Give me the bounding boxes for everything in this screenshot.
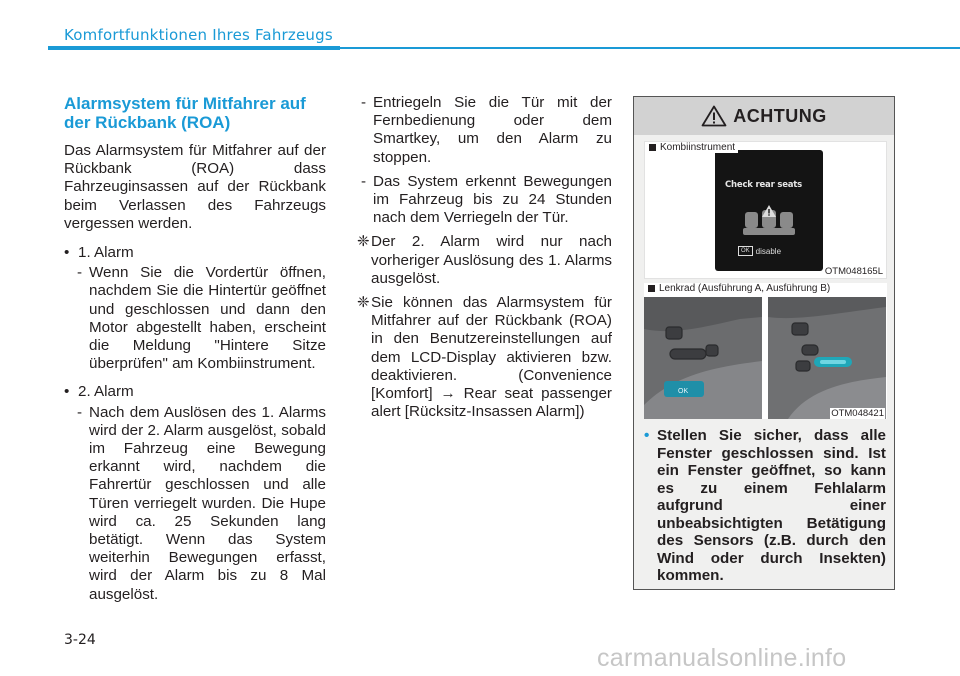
ok-disable-hint bbox=[738, 246, 781, 256]
ok-key: OK bbox=[738, 246, 753, 256]
steering-wheel-b-icon bbox=[768, 297, 886, 419]
dash-mark: - bbox=[77, 403, 83, 421]
dash-item bbox=[64, 264, 326, 373]
dash-item bbox=[357, 94, 612, 167]
note-text: Sie können das Alarmsystem für Mitfahrer auf der Rückbank (ROA) in den Benutzereinstellungen auf dem LCD-Display aktivieren bzw. deaktivieren. (Convenience [Komfort] → Rear seat passenger alert [Rücksitz-Insassen Alarm]) bbox=[371, 294, 612, 421]
caution-title: ACHTUNG bbox=[733, 105, 827, 126]
page-number: 3-24 bbox=[64, 632, 96, 648]
note-text: Der 2. Alarm wird nur nach vorheriger Auslösung des 1. Alarms ausgelöst. bbox=[371, 233, 612, 287]
caution-bullet bbox=[644, 427, 886, 585]
figure-code: OTM048421 bbox=[831, 408, 884, 419]
dash-text: Nach dem Auslösen des 1. Alarms wird der 2. Alarm ausgelöst, sobald im Fahrzeug eine Bewegung erkannt wird, nachdem die Fahrertür geschlossen und alle Türen verriegelt wurden. Die Hupe wird ca. 25 Sekunden lang betätigt. Wenn das System weiterhin Bewegungen erfasst, wird der Alarm bis zu 8 Mal ausgelöst. bbox=[89, 403, 326, 603]
chapter-title: Komfortfunktionen Ihres Fahrzeugs bbox=[64, 26, 333, 44]
bullet-item bbox=[64, 383, 326, 401]
rear-seats-icon bbox=[743, 204, 795, 238]
header-rule bbox=[48, 46, 340, 50]
steering-wheel-photo-a bbox=[644, 297, 762, 419]
cluster-message: Check rear seats bbox=[725, 180, 803, 190]
steering-wheel-a-icon bbox=[644, 297, 762, 419]
steering-wheel-figure bbox=[644, 283, 887, 419]
caution-bullet-mark: • bbox=[644, 427, 650, 444]
middle-column bbox=[357, 94, 612, 427]
dash-item bbox=[64, 404, 326, 604]
bullet-label: 2. Alarm bbox=[78, 383, 134, 401]
note-item bbox=[357, 233, 612, 288]
figure-label-text: Lenkrad (Ausführung A, Ausführung B) bbox=[659, 283, 831, 294]
dash-item bbox=[357, 173, 612, 228]
figure-code: OTM048165L bbox=[824, 266, 883, 277]
left-column bbox=[64, 94, 326, 614]
header-rule-thin bbox=[340, 47, 960, 49]
watermark: carmanualsonline.info bbox=[597, 644, 847, 672]
bullet-mark: • bbox=[64, 383, 70, 401]
caution-box bbox=[633, 96, 895, 590]
section-heading: Alarmsystem für Mitfahrer auf der Rückbank (ROA) bbox=[64, 94, 306, 132]
cluster-figure bbox=[644, 141, 887, 279]
dash-text: Entriegeln Sie die Tür mit der Fernbedienung oder dem Smartkey, um den Alarm zu stoppen. bbox=[373, 94, 612, 166]
ok-key-label: OK bbox=[678, 388, 689, 395]
caution-header bbox=[634, 97, 894, 135]
bullet-item bbox=[64, 244, 326, 262]
dash-mark: - bbox=[361, 94, 367, 111]
intro-paragraph: Das Alarmsystem für Mitfahrer auf der Rückbank (ROA) dass Fahrzeuginsassen auf der Rückbank beim Verlassen des Fahrzeugs vergessen werden. bbox=[64, 142, 326, 232]
bullet-label: 1. Alarm bbox=[78, 244, 134, 262]
figure-label-text: Kombiinstrument bbox=[660, 142, 736, 153]
ok-action: disable bbox=[755, 246, 782, 256]
note-item bbox=[357, 294, 612, 421]
figure-label bbox=[647, 142, 738, 153]
dash-mark: - bbox=[361, 172, 367, 190]
note-mark: ❈ bbox=[357, 294, 370, 312]
caution-bullet-text: Stellen Sie sicher, dass alle Fenster geschlossen sind. Ist ein Fenster geöffnet, so kann es zu einem Fehlalarm aufgrund einer unbeabsichtigten Betätigung des Sensors (z.B. durch den Wind oder durch Insekten) kommen. bbox=[657, 427, 886, 584]
dash-text: Wenn Sie die Vordertür öffnen, nachdem Sie die Hintertür geöffnet und geschlossen und dann den Motor abgestellt haben, erscheint die Meldung "Hintere Sitze überprüfen" am Kombiinstrument. bbox=[89, 264, 326, 373]
square-bullet-icon bbox=[649, 144, 656, 151]
dash-mark: - bbox=[77, 264, 83, 282]
note-mark: ❈ bbox=[357, 233, 370, 251]
steering-wheel-photo-b bbox=[768, 297, 886, 419]
bullet-mark: • bbox=[64, 244, 70, 262]
warning-icon bbox=[701, 105, 727, 127]
cluster-display bbox=[715, 150, 823, 271]
dash-text: Das System erkennt Bewegungen im Fahrzeug bis zu 24 Stunden nach dem Verriegeln der Tür. bbox=[373, 172, 612, 227]
square-bullet-icon bbox=[648, 285, 655, 292]
figure-label bbox=[646, 283, 833, 294]
